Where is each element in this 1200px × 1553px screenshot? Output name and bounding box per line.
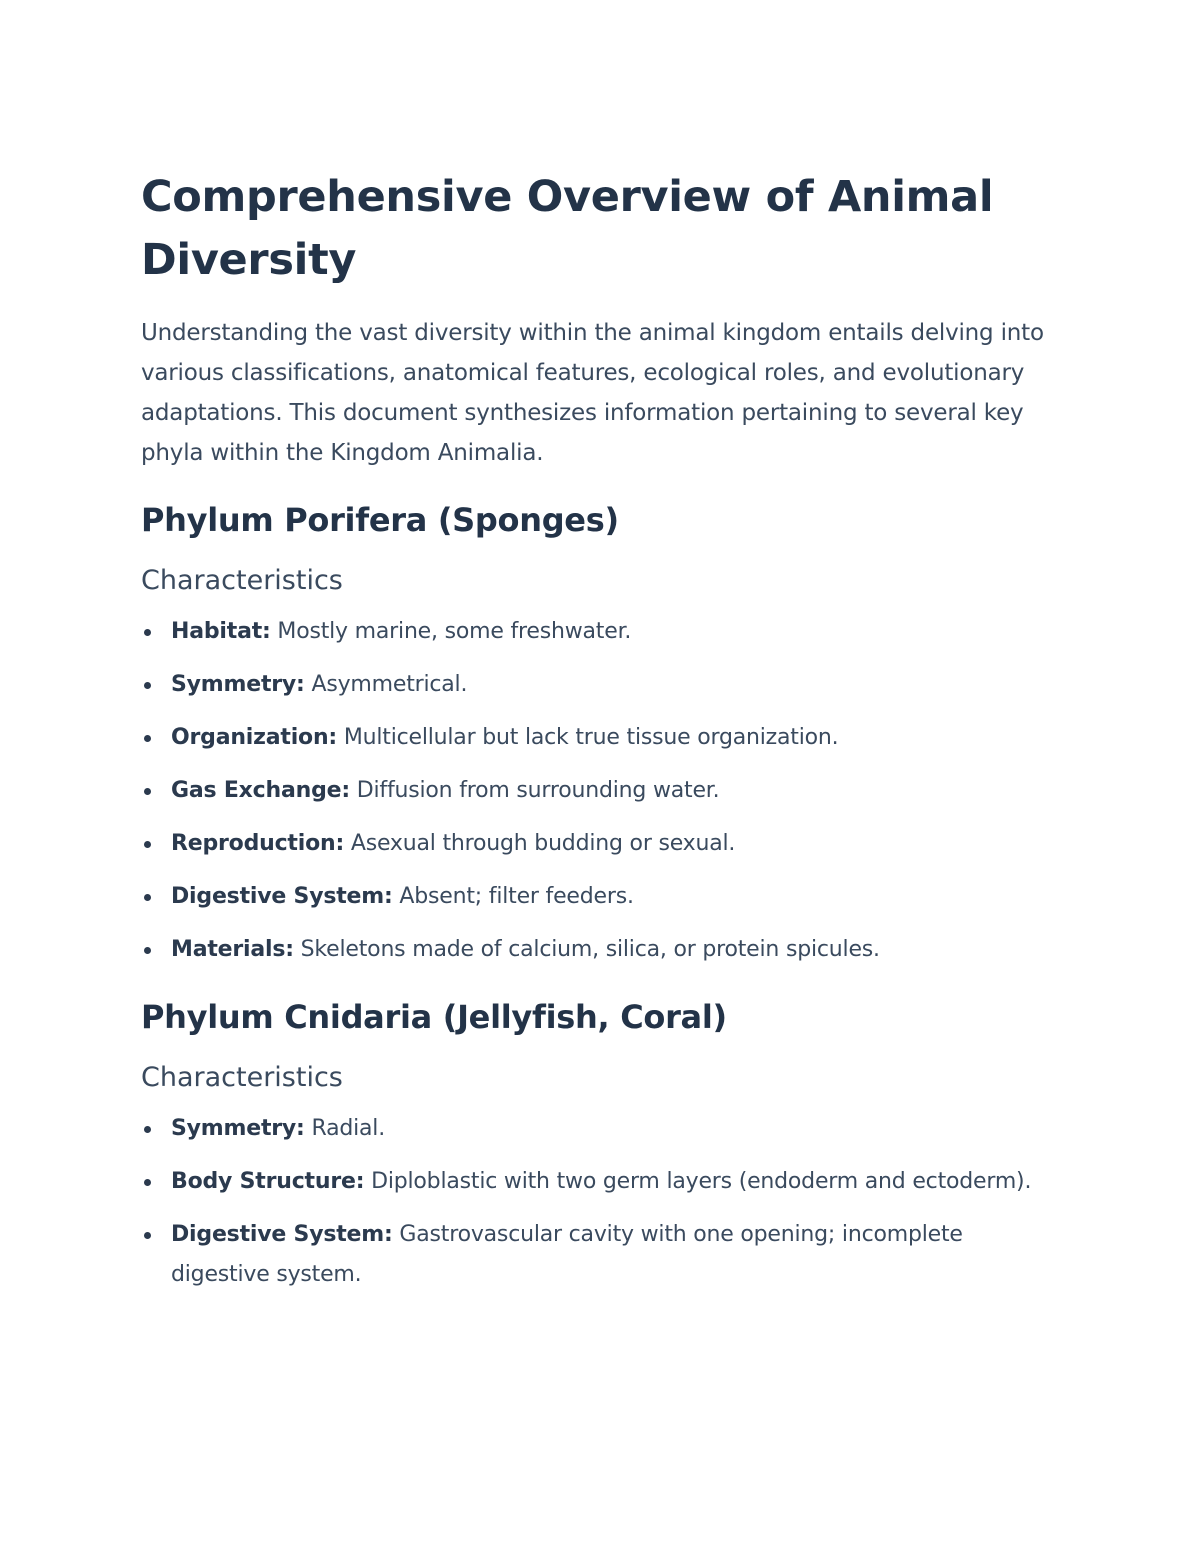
item-term: Gas Exchange: bbox=[171, 778, 350, 803]
item-text: Skeletons made of calcium, silica, or protein spicules. bbox=[293, 937, 880, 962]
bullet-icon bbox=[144, 841, 151, 848]
section-subheading: Characteristics bbox=[141, 1062, 343, 1093]
item-term: Symmetry: bbox=[171, 672, 305, 697]
list-item bbox=[141, 877, 1061, 917]
item-term: Symmetry: bbox=[171, 1116, 305, 1141]
document-page bbox=[141, 166, 1061, 1295]
item-text: Radial. bbox=[304, 1116, 386, 1141]
bullet-icon bbox=[144, 629, 151, 636]
list-item bbox=[141, 824, 1061, 864]
list-item bbox=[141, 612, 1061, 652]
item-term: Body Structure: bbox=[171, 1169, 365, 1194]
section-heading: Phylum Porifera (Sponges) bbox=[141, 501, 619, 539]
characteristics-list bbox=[141, 612, 1061, 970]
section-porifera bbox=[141, 495, 1061, 970]
item-text: Asymmetrical. bbox=[304, 672, 468, 697]
characteristics-list bbox=[141, 1109, 1061, 1295]
item-text: Asexual through budding or sexual. bbox=[344, 831, 736, 856]
intro-paragraph: Understanding the vast diversity within the animal kingdom entails delving into various classifications, anatomical features, ecological roles, and evolutionary adaptations. This document synthesizes information pertaining to several key phyla within the Kingdom Animalia. bbox=[141, 320, 1044, 466]
bullet-icon bbox=[144, 947, 151, 954]
item-text: Diploblastic with two germ layers (endoderm and ectoderm). bbox=[364, 1169, 1032, 1194]
list-item bbox=[141, 1215, 1061, 1295]
item-text: Diffusion from surrounding water. bbox=[349, 778, 720, 803]
list-item bbox=[141, 1109, 1061, 1149]
list-item bbox=[141, 930, 1061, 970]
list-item bbox=[141, 1162, 1061, 1202]
item-term: Materials: bbox=[171, 937, 294, 962]
document-title: Comprehensive Overview of Animal Diversity bbox=[141, 172, 994, 285]
item-term: Digestive System: bbox=[171, 884, 393, 909]
item-text: Mostly marine, some freshwater. bbox=[270, 619, 632, 644]
bullet-icon bbox=[144, 1179, 151, 1186]
item-term: Digestive System: bbox=[171, 1222, 393, 1247]
item-term: Habitat: bbox=[171, 619, 271, 644]
bullet-icon bbox=[144, 894, 151, 901]
bullet-icon bbox=[144, 735, 151, 742]
list-item bbox=[141, 718, 1061, 758]
list-item bbox=[141, 771, 1061, 811]
item-term: Reproduction: bbox=[171, 831, 345, 856]
section-cnidaria bbox=[141, 992, 1061, 1295]
item-term: Organization: bbox=[171, 725, 338, 750]
list-item bbox=[141, 665, 1061, 705]
bullet-icon bbox=[144, 788, 151, 795]
bullet-icon bbox=[144, 1232, 151, 1239]
item-text: Absent; filter feeders. bbox=[392, 884, 634, 909]
bullet-icon bbox=[144, 682, 151, 689]
section-heading: Phylum Cnidaria (Jellyfish, Coral) bbox=[141, 998, 727, 1036]
item-text: Gastrovascular cavity with one opening; incomplete digestive system. bbox=[171, 1222, 963, 1287]
item-text: Multicellular but lack true tissue organization. bbox=[337, 725, 839, 750]
bullet-icon bbox=[144, 1126, 151, 1133]
section-subheading: Characteristics bbox=[141, 565, 343, 596]
